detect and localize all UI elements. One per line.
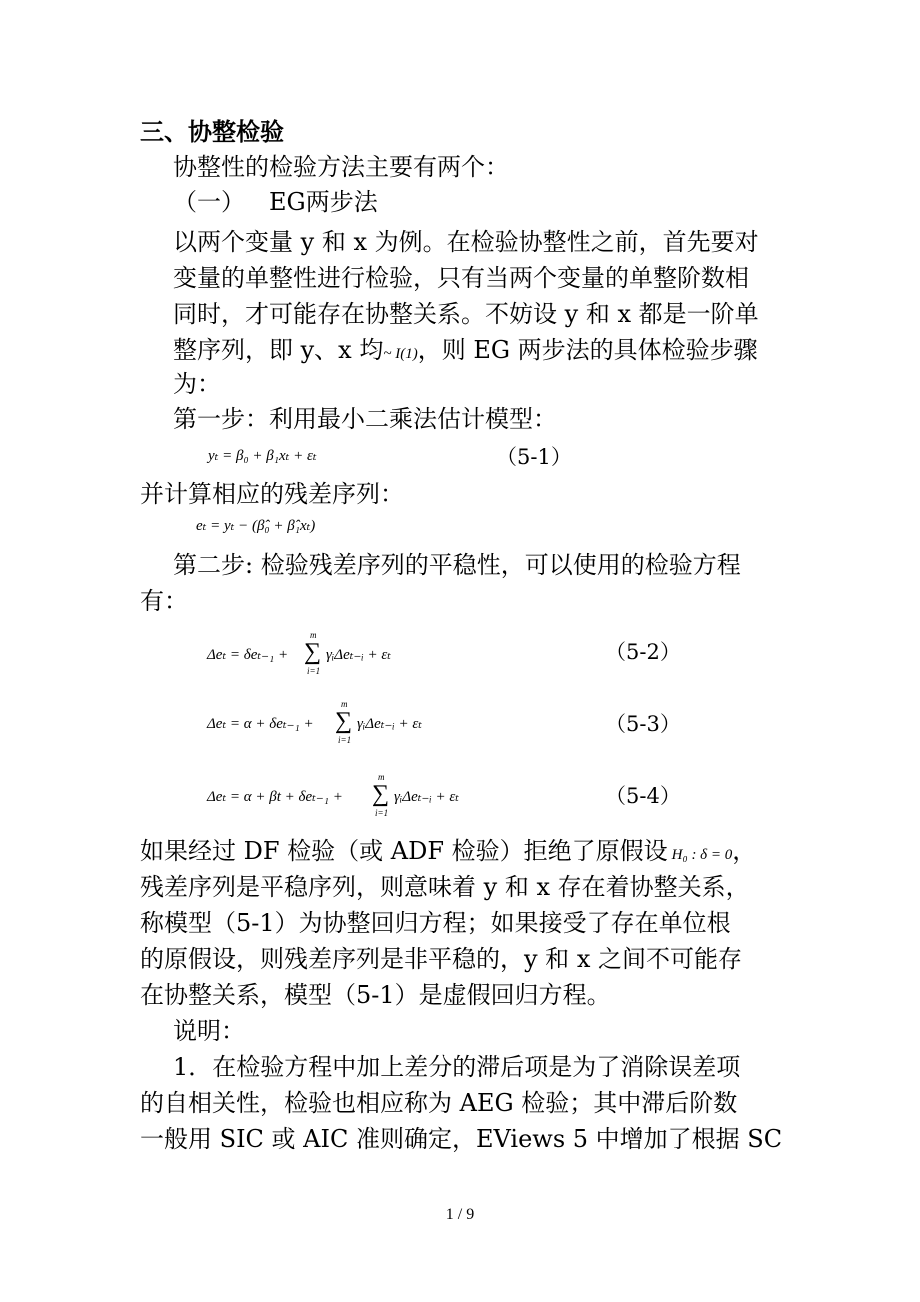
equation-number: （5-1）: [496, 445, 572, 469]
paragraph-line: 在协整关系，模型（5-1）是虚假回归方程。: [140, 981, 611, 1009]
paragraph-line: 称模型（5-1）为协整回归方程；如果接受了存在单位根: [140, 909, 731, 937]
paragraph-line: 有：: [140, 587, 188, 615]
inline-math: H₀ : δ = 0: [671, 847, 733, 863]
paragraph-line: 并计算相应的残差序列：: [140, 480, 404, 508]
equation-5-3-right: γᵢΔeₜ₋ᵢ + εₜ: [357, 716, 422, 732]
paragraph-line: 的自相关性，检验也相应称为 AEG 检验；其中滞后阶数: [140, 1089, 738, 1117]
residual-equation: eₜ = yₜ − (β̂₀ + β̂₁xₜ): [196, 518, 316, 534]
paragraph-line: 残差序列是平稳序列，则意味着 y 和 x 存在着协整关系，: [140, 873, 750, 901]
equation-5-2-right: γᵢΔeₜ₋ᵢ + εₜ: [326, 647, 391, 663]
summation-symbol: m ∑ i=1: [335, 699, 353, 745]
summation-symbol: m ∑ i=1: [304, 630, 322, 676]
subsection-number: （一）: [173, 188, 245, 216]
paragraph-line: 1．在检验方程中加上差分的滞后项是为了消除误差项: [173, 1053, 741, 1081]
paragraph-line: 协整性的检验方法主要有两个：: [173, 153, 509, 181]
section-heading: 三、协整检验: [140, 118, 284, 146]
inline-math: ~ I(1): [383, 346, 418, 362]
step-one-line: 第一步：利用最小二乘法估计模型：: [173, 405, 557, 433]
paragraph-line: 如果经过 DF 检验（或 ADF 检验）拒绝了原假设 H₀ : δ = 0，: [140, 837, 757, 865]
step-two-line: 第二步: 检验残差序列的平稳性，可以使用的检验方程: [173, 551, 741, 579]
equation-number: （5-2）: [605, 640, 681, 664]
equation-5-4-left: Δeₜ = α + βt + δeₜ₋₁ +: [207, 789, 343, 805]
paragraph-line: 同时，才可能存在协整关系。不妨设 y 和 x 都是一阶单: [173, 300, 759, 328]
equation-5-3-left: Δeₜ = α + δeₜ₋₁ +: [207, 716, 314, 732]
equation-5-1: yₜ = β₀ + β₁xₜ + εₜ: [208, 448, 317, 464]
summation-symbol: m ∑ i=1: [372, 772, 390, 818]
subsection-heading: [173, 187, 378, 217]
equation-5-4-right: γᵢΔeₜ₋ᵢ + εₜ: [394, 789, 459, 805]
paragraph-line: 一般用 SIC 或 AIC 准则确定，EViews 5 中增加了根据 SC: [140, 1125, 783, 1153]
paragraph-line: 的原假设，则残差序列是非平稳的，y 和 x 之间不可能存: [140, 945, 742, 973]
paragraph-line: 整序列，即 y、x 均~ I(1)，则 EG 两步法的具体检验步骤: [173, 336, 758, 364]
page-number: 1 / 9: [445, 1206, 475, 1223]
subsection-title: EG两步法: [269, 188, 378, 216]
equation-number: （5-4）: [605, 784, 681, 808]
paragraph-line: 变量的单整性进行检验，只有当两个变量的单整阶数相: [173, 264, 749, 292]
paragraph-line: 为：: [173, 370, 221, 398]
paragraph-line: 以两个变量 y 和 x 为例。在检验协整性之前，首先要对: [173, 228, 759, 256]
equation-5-2-left: Δeₜ = δeₜ₋₁ +: [207, 647, 289, 663]
equation-number: （5-3）: [605, 712, 681, 736]
note-label: 说明：: [173, 1017, 245, 1045]
